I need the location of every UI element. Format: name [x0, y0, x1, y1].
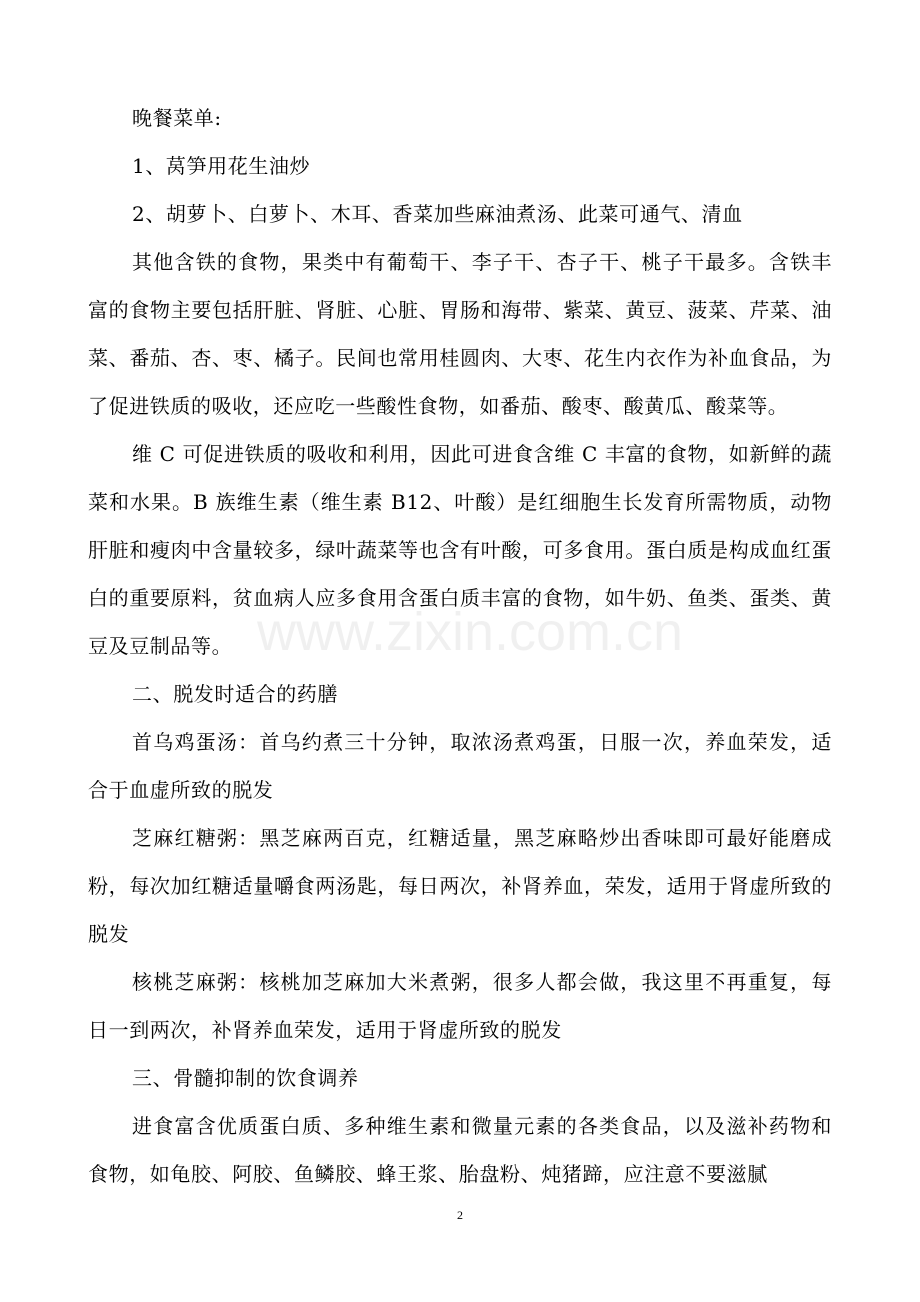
menu-item-1: 1、莴笋用花生油炒: [132, 154, 311, 178]
shouwu-egg-soup-paragraph: 首乌鸡蛋汤：首乌约煮三十分钟，取浓汤煮鸡蛋，日服一次，养血荣发，适合于血虚所致的脱发: [88, 730, 832, 802]
watermark-text: www.zixin.com.cn: [256, 602, 684, 662]
menu-item-2: 2、胡萝卜、白萝卜、木耳、香菜加些麻油煮汤、此菜可通气、清血: [132, 202, 743, 226]
menu-title: 晚餐菜单:: [132, 106, 222, 130]
section-heading-bone-marrow: 三、骨髓抑制的饮食调养: [132, 1066, 359, 1090]
iron-foods-paragraph: 其他含铁的食物，果类中有葡萄干、李子干、杏子干、桃子干最多。含铁丰富的食物主要包括肝脏、肾脏、心脏、胃肠和海带、紫菜、黄豆、菠菜、芹菜、油菜、番茄、杏、枣、橘子。民间也常用桂圆肉、大枣、花生内衣作为补血食品，为了促进铁质的吸收，还应吃一些酸性食物，如番茄、酸枣、酸黄瓜、酸菜等。: [88, 250, 832, 418]
vitamin-c-paragraph: 维 C 可促进铁质的吸收和利用，因此可进食含维 C 丰富的食物，如新鲜的蔬菜和水果。B 族维生素（维生素 B12、叶酸）是红细胞生长发育所需物质，动物肝脏和瘦肉中含量较多，绿叶蔬菜等也含有叶酸，可多食用。蛋白质是构成血红蛋白的重要原料，贫血病人应多食用含蛋白质丰富的食物，如牛奶、鱼类、蛋类、黄豆及豆制品等。: [88, 442, 832, 658]
sesame-sugar-porridge-paragraph: 芝麻红糖粥：黑芝麻两百克，红糖适量，黑芝麻略炒出香味即可最好能磨成粉，每次加红糖适量嚼食两汤匙，每日两次，补肾养血，荣发，适用于肾虚所致的脱发: [88, 826, 832, 946]
section-heading-hair-loss: 二、脱发时适合的药膳: [132, 682, 338, 706]
marrow-diet-paragraph: 进食富含优质蛋白质、多种维生素和微量元素的各类食品，以及滋补药物和食物，如龟胶、阿胶、鱼鳞胶、蜂王浆、胎盘粉、炖猪蹄，应注意不要滋腻: [88, 1114, 832, 1186]
document-body: [88, 94, 832, 1198]
page-number: 2: [457, 1208, 463, 1222]
walnut-sesame-porridge-paragraph: 核桃芝麻粥：核桃加芝麻加大米煮粥，很多人都会做，我这里不再重复，每日一到两次，补肾养血荣发，适用于肾虚所致的脱发: [88, 970, 832, 1042]
